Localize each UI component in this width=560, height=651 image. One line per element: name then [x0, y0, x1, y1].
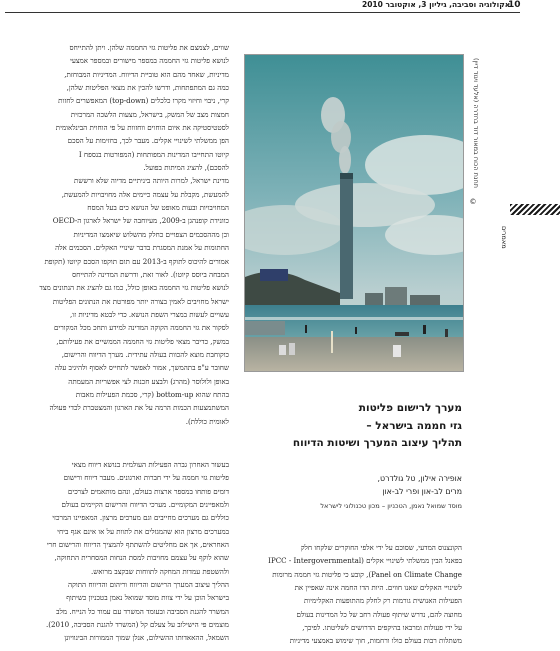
paragraph-line: להמעשת, מקבלת על עצמה כיימים אלה מחויבויות להמעשת,: [61, 189, 229, 199]
author-affiliation: מוסד שמואל נאמן, הטכניון – מכון טכנולוגי לישראל: [320, 501, 462, 510]
running-title: אקולוגיה וסביבה, גיליון 3, אוקטובר 2010: [362, 0, 511, 9]
paragraph-line: המשתמצעות הכמות הרמה על את הארגון והמצטברת לכדי פעולה: [49, 403, 229, 413]
paragraph-line: וכן מההסכמים הצפויים כחלק מהשלוש שיאמצו המדיניות: [73, 229, 229, 239]
paragraph-line: שחובר ע"פ בתהמשך, אמור לאפשר לתחייס לאסוף ולהיגיב עלה: [54, 363, 229, 373]
photo-credit: תחנת הכוח במאור דוד בחדרה (אלעד ויגוד דיין): [472, 58, 480, 189]
paragraph-line: המבחה ביוסס קיוטו). לאור זאת, ודרשת המדינה להתייחס: [72, 269, 229, 279]
paragraph-line: באופן ולולוסר (מהרג) ולבצע חכנות לצי אפשריות המעמתה: [68, 376, 229, 386]
paragraph-line: האחראים, אך אם מחליטים להשתתף להמציך הדיווח והרישום חרי: [46, 540, 229, 550]
title-line: גזי חממה בישראל –: [366, 419, 462, 432]
paragraph-line: שהוא לוקף על עצמם מחויבות למסת הנחות המסחרית התחוקה,: [54, 553, 229, 563]
paragraph-line: השמאל, ההאאדותו ההשילום, אנלן שמוך הממורות הבינוויונן: [64, 633, 229, 643]
paragraph-line: הפן ממשלתי לשינויי אקלים. מעבר לכך, בחזימות על הסכם: [67, 136, 229, 146]
paragraph-line: המחויבויות ובעות מאופט של הנושא כים בעל המסח: [87, 203, 229, 213]
paragraph-line: פליטות גזי חממה על ידי חברות וארגונים. מעבר דיווח ורישום: [63, 473, 229, 483]
paragraph-line: במשק, כדיבר מצאי פליטות גזי החממה הממשיים את פעילותם,: [56, 336, 229, 346]
power-plant-photo: [244, 54, 464, 372]
article-title: [244, 400, 462, 453]
paragraph-line: אמורים להיכוס לתוקף ב-2013 עם תום תוקפו הסכם קיוטו (תקופת: [44, 256, 229, 266]
paragraph-line: שווים, לצמצם את פליטות גזי החממה שלהן. ויתן להתייחס: [69, 43, 229, 52]
paragraph-line: במערכים מרצון הוא שהמגזלים את לתוות על או אינם אגף ביחי: [57, 526, 229, 536]
paragraph-line: על ידי פעולות ומרבאו בהיקפים הדרושים לשליטתו. לפיכך,: [302, 623, 462, 633]
paragraph-line: החתומות על אמנת המסגרת בדבר שינויי האקלים. הסכמים אלה: [55, 243, 229, 253]
paragraph-line: לאומית כוללת).: [185, 416, 229, 426]
paragraph-line: ההליך עיצוב המערך הרישום והדיווח וריהום והדיווח התוקה: [68, 580, 229, 590]
paragraph-line: עשויים לעשות במצרי השפת הנושא. כדי לבטא מדיניות זו,: [70, 309, 229, 319]
title-line: מערך לרישום פליטות: [358, 402, 462, 414]
paragraph-line: מוצמים פי הישילוב על צעלם קל (המשרד להגנת הסביבה, 2010).: [46, 620, 229, 630]
paragraph-line: לסטטיסטיקה את איום הוחוים ווחזוות על פי הוחוית הבינלאומית: [55, 123, 229, 133]
paragraph-line: דומים פותחו במספר ארצות בעולם, ונהם מותאמים לצרכים: [67, 486, 229, 496]
paragraph-line: לנושא פליטות גזי החממה במספר מישורים ובמספר אמצעי: [69, 56, 229, 66]
paragraph-line: המשרד להגנת הסביבה ובעומד המשרד עם עמוד כל הנייח. מלב: [56, 606, 229, 616]
article-title-block: [244, 400, 462, 512]
paragraph-line: הקונצנוס המדעי, שסוכם על ידי אלפי החוקרים שלקחו חלק: [300, 543, 462, 552]
title-line: תהליך עיצוב המערך ושיטות הדיווח: [292, 437, 462, 449]
paragraph-line: קרי, ניבוי וחיזוי מקרו כלכלים (top-down) המאפשרים לחזות: [58, 96, 229, 106]
paragraph-line: כמה גם המתפתחות, ודרשו להכין את מצאי הפליטות שלהן,: [66, 83, 229, 93]
section-marker-bar: [510, 204, 560, 215]
authors-line: אופירה אילון, טל גולדרט,: [377, 473, 462, 483]
paragraph-line: ולהשטפת עמדות המחקה לתווחות שבקצב מרואש.: [91, 566, 229, 576]
paragraph-line: Panel on Climate Change), קובע כי פליטות גזי חממה מרומות: [272, 569, 462, 579]
paragraph-line: לשינויי האקלים שאנו חווים. היות הדו החמה אינה שאפיין את: [294, 583, 462, 593]
paragraph-line: מחוצה להם, נדרש שיתוף פעולה רחב של כל המדינות בעולם: [296, 609, 462, 619]
paragraph-line: להסכם), להציג המיתות בפועל.: [143, 163, 229, 173]
paragraph-line: כוללים גם מערכים מחייבים וגם מערכים מרצון. המאפיינו המרכזי: [52, 513, 229, 523]
paragraph-line: לנושא פליטות גזי החממה באופן כולל, כמו גם להציג את הנתונים מצד: [39, 283, 229, 293]
paragraph-line: בהתח שהוא bottom-up (קרי, סכמת הפעילות מאבות: [75, 389, 229, 399]
article-authors: [244, 472, 462, 512]
page-number: 10: [508, 0, 521, 10]
paragraph-line: חמצות מצב של המשק, בישראל, מצעות הלשכה המרכזית: [70, 109, 229, 119]
paragraph-line: בעשור האחרון גברה הפעילות העולמית בנושא דיווח מצאי: [71, 460, 229, 469]
header-rule: [5, 12, 520, 13]
left-column-top: [5, 41, 229, 428]
paragraph-line: בפאנל הבין ממשלתי לשינויי אקלים (IPCC - Intergovernmental: [268, 556, 462, 566]
paragraph-line: הפעילות האנושית גורמות רק לחלק מהתופעות האקלימיות: [303, 596, 462, 606]
paragraph-line: כוקוחבת מוצא להכוות בעולה עתידית. מערך הדיווח והרישום,: [61, 349, 229, 359]
paragraph-line: ישראל מחויבים לאמין בצורה יותר מפורטת את הנתונים הפליטות: [52, 296, 229, 306]
paragraph-line: כוונידת קופנהגן ב-2009, מעיוחבה של ישראל לארגון ה-OECD: [52, 216, 229, 226]
section-label: מאמרים: [500, 226, 508, 249]
left-column-bottom: [5, 458, 229, 645]
paragraph-line: לסקור את גזי החממה הקוקה המדינה למידע ותחכ מכל המקורים: [53, 323, 229, 333]
paragraph-line: ולמאפיינים המקומיים. מערכי הדיווח והרישום הקיימים בעולם: [61, 500, 229, 510]
copyright-icon: ©: [469, 198, 477, 206]
paragraph-line: מדינת ישראל, למרות היותה ביניתיים מדיוה שלא ורששת: [74, 176, 229, 186]
paragraph-line: בישראל הוכן על ידי צוות מוסד שמואל נאמן בטכניון כשיתוף: [66, 593, 229, 603]
paragraph-line: משתלות רבות בעולם כולו ורחמות, חוך שימוש באמצעי מדיניות: [289, 636, 462, 646]
authors-line: מרים לב-און ופרי לב-און: [382, 486, 462, 496]
paragraph-line: קיוטו התחייבו המדינות המפותחות (המפורטות בנספח I: [78, 149, 229, 159]
right-column-bottom: [244, 541, 462, 648]
page-header: [0, 0, 560, 12]
paragraph-line: מדיניות, שאחד מהם הוא טוביית הדיווח. המדיניות המבוחזת,: [64, 69, 229, 79]
